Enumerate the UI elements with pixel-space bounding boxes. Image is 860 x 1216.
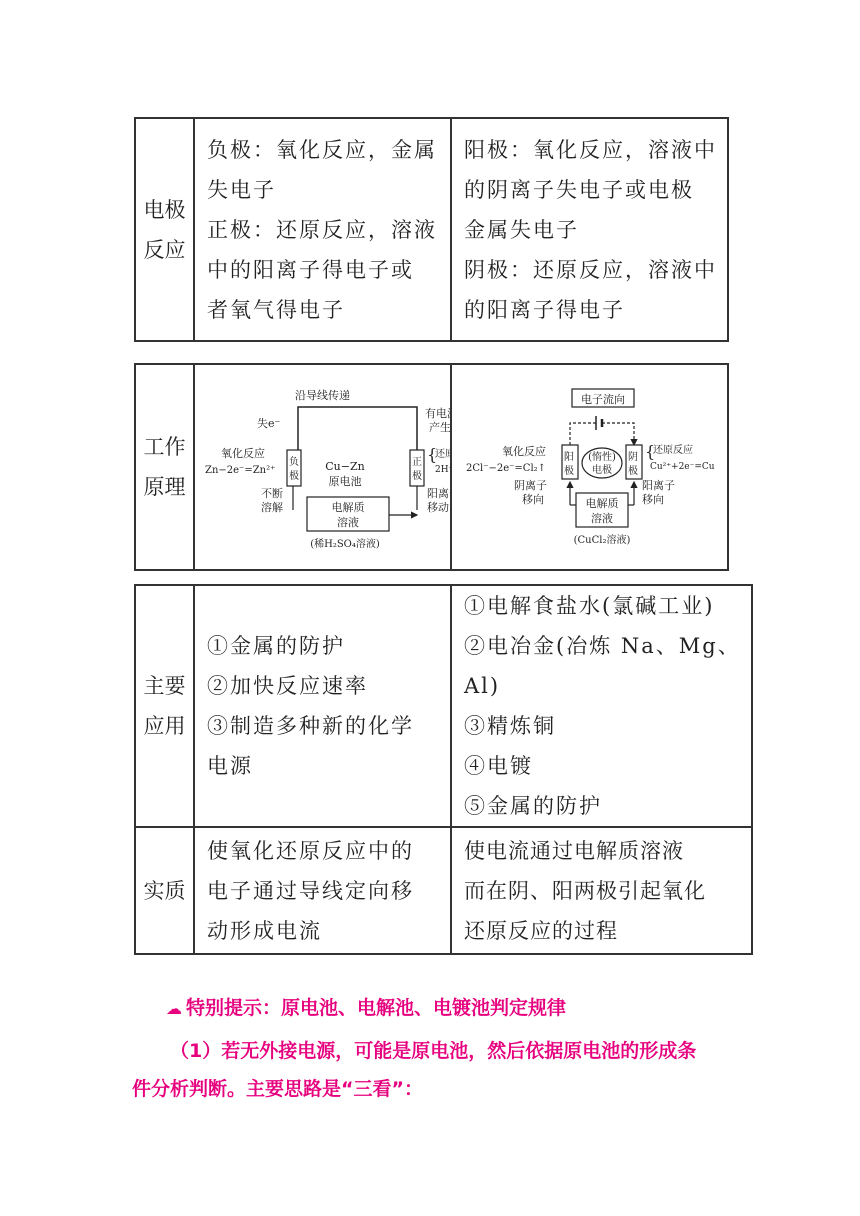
text-line: 失电子 (207, 177, 276, 202)
electrolyte-label: 电解质 (331, 501, 365, 514)
galvanic-essence-cell (194, 827, 451, 954)
cathode-label: 极 (628, 466, 638, 477)
wire-left (570, 423, 596, 445)
text-line: 负极：氧化反应，金属 (207, 137, 437, 162)
cation-move-label: 移向 (642, 493, 664, 506)
reduction-label: 还原反应 (653, 445, 693, 456)
positive-label: 正 (412, 457, 422, 468)
label-line: 应用 (143, 714, 186, 738)
brace: { (645, 442, 656, 461)
label-line: 实质 (143, 878, 186, 903)
electron-flow-label: 电子流向 (581, 393, 625, 406)
wire-right (602, 423, 634, 445)
text-line: 正极：还原反应，溶液 (207, 217, 437, 242)
cathode-label: 阴 (628, 452, 638, 463)
row-label-main-application (135, 585, 194, 827)
label-line: 工作 (143, 435, 186, 459)
text-line: ③制造多种新的化学 (207, 714, 414, 738)
text-line: ⑤金属的防护 (464, 794, 602, 818)
cation-label: 阳离子 (642, 479, 675, 492)
text-line: 使氧化还原反应中的 (207, 838, 414, 863)
brace: { (427, 445, 438, 464)
tip-paragraph-line: （1）若无外接电源，可能是原电池，然后依据原电池的形成条 (170, 1040, 697, 1062)
galvanic-diagram-cell (194, 364, 451, 570)
text-line: ②电冶金(冶炼 Na、Mg、 (464, 634, 741, 658)
solution-label: 溶液 (337, 516, 359, 529)
application-table (134, 584, 753, 955)
text-line: Al) (464, 674, 501, 698)
galvanic-cell-diagram (195, 365, 450, 565)
tip-icon: ☁ (166, 999, 182, 1018)
label-line: 电极 (143, 197, 186, 222)
external-wire (298, 407, 417, 459)
cathode-equation: Cu²⁺+2e⁻=Cu (650, 462, 715, 472)
text-line: 中的阳离子得电子或 (207, 257, 414, 282)
text-line: 电源 (207, 754, 253, 778)
electrolytic-electrode-cell (451, 118, 728, 341)
label-line: 反应 (143, 237, 186, 262)
text-line: ④电镀 (464, 754, 533, 778)
text-line: ②加快反应速率 (207, 674, 368, 698)
lose-electron-label: 失e⁻ (257, 417, 281, 430)
diagram-caption: (稀H₂SO₄溶液) (310, 539, 380, 550)
cell-name: Cu−Zn (325, 460, 365, 473)
negative-label: 负 (289, 457, 299, 468)
dissolve-label: 溶解 (261, 501, 283, 514)
diagram-caption: (CuCl₂溶液) (573, 535, 631, 546)
electrolytic-cell-diagram (452, 365, 727, 565)
row-label-working-principle (135, 364, 194, 570)
text-line: 者氧气得电子 (207, 297, 345, 322)
working-principle-table (134, 363, 729, 571)
text-line: 还原反应的过程 (464, 918, 618, 943)
text-line: 的阴离子失电子或电极 (464, 177, 694, 202)
tip-title: 特别提示：原电池、电解池、电镀池判定规律 (186, 997, 567, 1019)
cell-name: 原电池 (328, 475, 362, 488)
oxidation-label: 氧化反应 (221, 447, 265, 460)
text-line: 动形成电流 (207, 918, 322, 943)
cation-label: 阳离 (427, 487, 449, 500)
text-line: ①金属的防护 (207, 634, 345, 658)
text-line: 阴极：还原反应，溶液中 (464, 257, 717, 282)
row-label-essence (135, 827, 194, 954)
oxidation-label: 氧化反应 (502, 445, 546, 458)
anode-label: 阳 (564, 452, 574, 463)
inert-label: 电极 (592, 465, 612, 476)
anode-equation: 2Cl⁻−2e⁻=Cl₂↑ (466, 463, 547, 474)
anion-label: 阴离子 (514, 479, 547, 492)
text-line: 而在阴、阳两极引起氧化 (464, 878, 706, 903)
reduction-label: 还 (435, 449, 445, 460)
row-label-electrode-reaction (135, 118, 194, 341)
inert-label: (惰性) (588, 452, 616, 463)
electrode-reaction-table (134, 117, 729, 342)
label-line: 原理 (143, 475, 186, 499)
cathode-equation: 2H (435, 465, 449, 475)
top-path-label: 沿导线传递 (295, 389, 350, 402)
galvanic-electrode-cell (194, 118, 451, 341)
continuous-label: 不断 (261, 487, 283, 500)
galvanic-application-cell (194, 585, 451, 827)
positive-label: 极 (412, 471, 422, 482)
has-current-label: 有电 (425, 407, 447, 420)
text-line: 电子通过导线定向移 (207, 878, 414, 903)
text-line: ①电解食盐水(氯碱工业) (464, 594, 715, 618)
solution-label: 溶液 (591, 512, 613, 525)
negative-label: 极 (289, 471, 299, 482)
anode-equation: Zn−2e⁻=Zn²⁺ (205, 465, 276, 476)
current-produce-label: 产生 (429, 421, 450, 434)
electrolytic-essence-cell (451, 827, 752, 954)
label-line: 主要 (143, 674, 186, 698)
text-line: 的阳离子得电子 (464, 297, 625, 322)
move-label: 移动 (427, 501, 449, 514)
electrolyte-label: 电解质 (585, 497, 619, 510)
text-line: ③精炼铜 (464, 714, 556, 738)
text-line: 使电流通过电解质溶液 (464, 838, 684, 863)
tip-paragraph-line: 件分析判断。主要思路是“三看”： (132, 1078, 423, 1100)
anode-label: 极 (564, 466, 574, 477)
electrolytic-diagram-cell (451, 364, 728, 570)
electrolytic-application-cell (451, 585, 752, 827)
text-line: 阳极：氧化反应，溶液中 (464, 137, 717, 162)
text-line: 金属失电子 (464, 217, 579, 242)
special-tip-heading (166, 993, 566, 1020)
anion-move-label: 移向 (522, 493, 544, 506)
